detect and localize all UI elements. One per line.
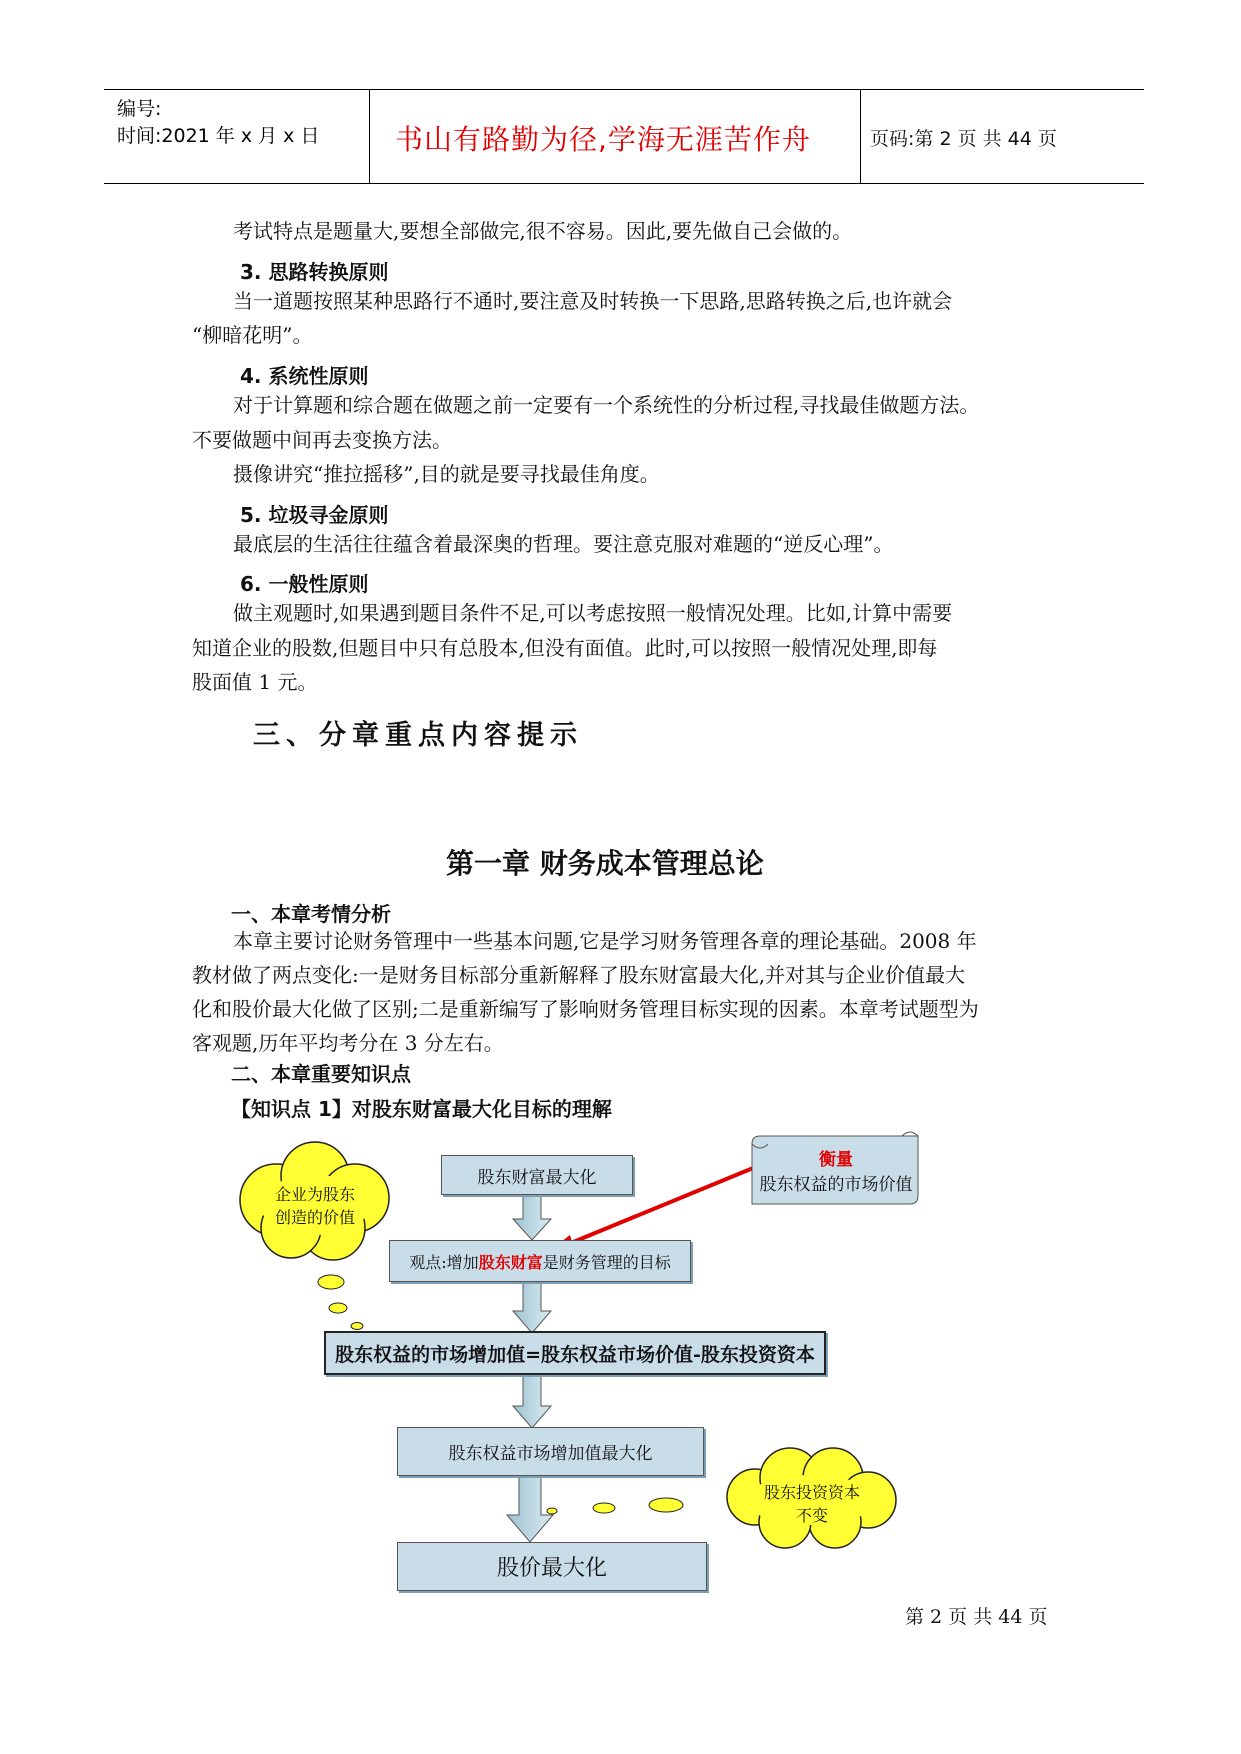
paragraph: 本章主要讨论财务管理中一些基本问题,它是学习财务管理各章的理论基础。2008 年 xyxy=(233,929,977,953)
paragraph: 不要做题中间再去变换方法。 xyxy=(192,428,452,452)
cloud-2-bubble-3 xyxy=(649,1498,683,1512)
subheading: 二、本章重要知识点 xyxy=(231,1062,411,1086)
paragraph: 最底层的生活往往蕴含着最深奥的哲理。要注意克服对难题的“逆反心理”。 xyxy=(233,532,894,556)
paragraph: 股面值 1 元。 xyxy=(192,670,318,694)
scroll-text: 股东权益的市场价值 xyxy=(759,1175,913,1195)
down-arrow-1 xyxy=(513,1192,551,1240)
knowledge-point-title: 【知识点 1】对股东财富最大化目标的理解 xyxy=(231,1097,612,1121)
heading-4: 4. 系统性原则 xyxy=(240,364,369,388)
cloud-2-bubble-2 xyxy=(593,1503,615,1513)
paragraph: 教材做了两点变化:一是财务目标部分重新解释了股东财富最大化,并对其与企业价值最大 xyxy=(192,963,966,987)
cloud-2-line-1: 股东投资资本 xyxy=(763,1483,860,1502)
scroll-title: 衡量 xyxy=(819,1150,853,1170)
down-arrow-4 xyxy=(507,1475,553,1542)
header-page-label: 页码:第 2 页 共 44 页 xyxy=(870,128,1057,150)
subheading: 一、本章考情分析 xyxy=(231,902,391,926)
down-arrow-3 xyxy=(513,1372,551,1428)
cloud-2-line-2: 不变 xyxy=(795,1506,828,1525)
header-number-label: 编号: xyxy=(117,98,162,120)
paragraph: 摄像讲究“推拉摇移”,目的就是要寻找最佳角度。 xyxy=(233,462,660,486)
paragraph: 客观题,历年平均考分在 3 分左右。 xyxy=(192,1031,504,1055)
section-title: 三、分章重点内容提示 xyxy=(253,720,583,751)
box-share-price-max: 股价最大化 xyxy=(397,1542,707,1591)
paragraph: “柳暗花明”。 xyxy=(192,323,313,347)
header-time-label: 时间:2021 年 x 月 x 日 xyxy=(117,125,320,147)
paragraph: 考试特点是题量大,要想全部做完,很不容易。因此,要先做自己会做的。 xyxy=(233,219,853,243)
cloud-1-line-2: 创造的价值 xyxy=(274,1208,355,1227)
box-shareholder-wealth-max: 股东财富最大化 xyxy=(441,1155,633,1195)
box-view xyxy=(389,1240,691,1282)
heading-5: 5. 垃圾寻金原则 xyxy=(240,503,389,527)
page-footer: 第 2 页 共 44 页 xyxy=(905,1606,1048,1628)
chapter-title: 第一章 财务成本管理总论 xyxy=(446,847,764,880)
box-market-added-value-max: 股东权益市场增加值最大化 xyxy=(397,1427,704,1476)
paragraph: 化和股价最大化做了区别;二是重新编写了影响财务管理目标实现的因素。本章考试题型为 xyxy=(192,997,979,1021)
box-formula: 股东权益的市场增加值=股东权益市场价值-股东投资资本 xyxy=(324,1331,826,1375)
down-arrow-2 xyxy=(513,1281,551,1333)
view-highlight: 股东财富 xyxy=(478,1252,543,1272)
paragraph: 对于计算题和综合题在做题之前一定要有一个系统性的分析过程,寻找最佳做题方法。 xyxy=(233,393,980,417)
view-suffix: 是财务管理的目标 xyxy=(542,1252,671,1272)
header-motto: 书山有路勤为径,学海无涯苦作舟 xyxy=(395,123,811,156)
heading-6: 6. 一般性原则 xyxy=(240,572,369,596)
view-prefix: 观点:增加 xyxy=(409,1252,479,1272)
paragraph: 知道企业的股数,但题目中只有总股本,但没有面值。此时,可以按照一般情况处理,即每 xyxy=(192,636,938,660)
cloud-1-bubble-1 xyxy=(318,1275,344,1289)
cloud-1-bubble-3 xyxy=(351,1323,363,1330)
paragraph: 当一道题按照某种思路行不通时,要注意及时转换一下思路,思路转换之后,也许就会 xyxy=(233,289,953,313)
cloud-1-line-1: 企业为股东 xyxy=(274,1185,355,1204)
cloud-2-bubble-1 xyxy=(547,1508,557,1514)
cloud-1-bubble-2 xyxy=(329,1303,347,1313)
heading-3: 3. 思路转换原则 xyxy=(240,260,389,284)
paragraph: 做主观题时,如果遇到题目条件不足,可以考虑按照一般情况处理。比如,计算中需要 xyxy=(233,601,953,625)
